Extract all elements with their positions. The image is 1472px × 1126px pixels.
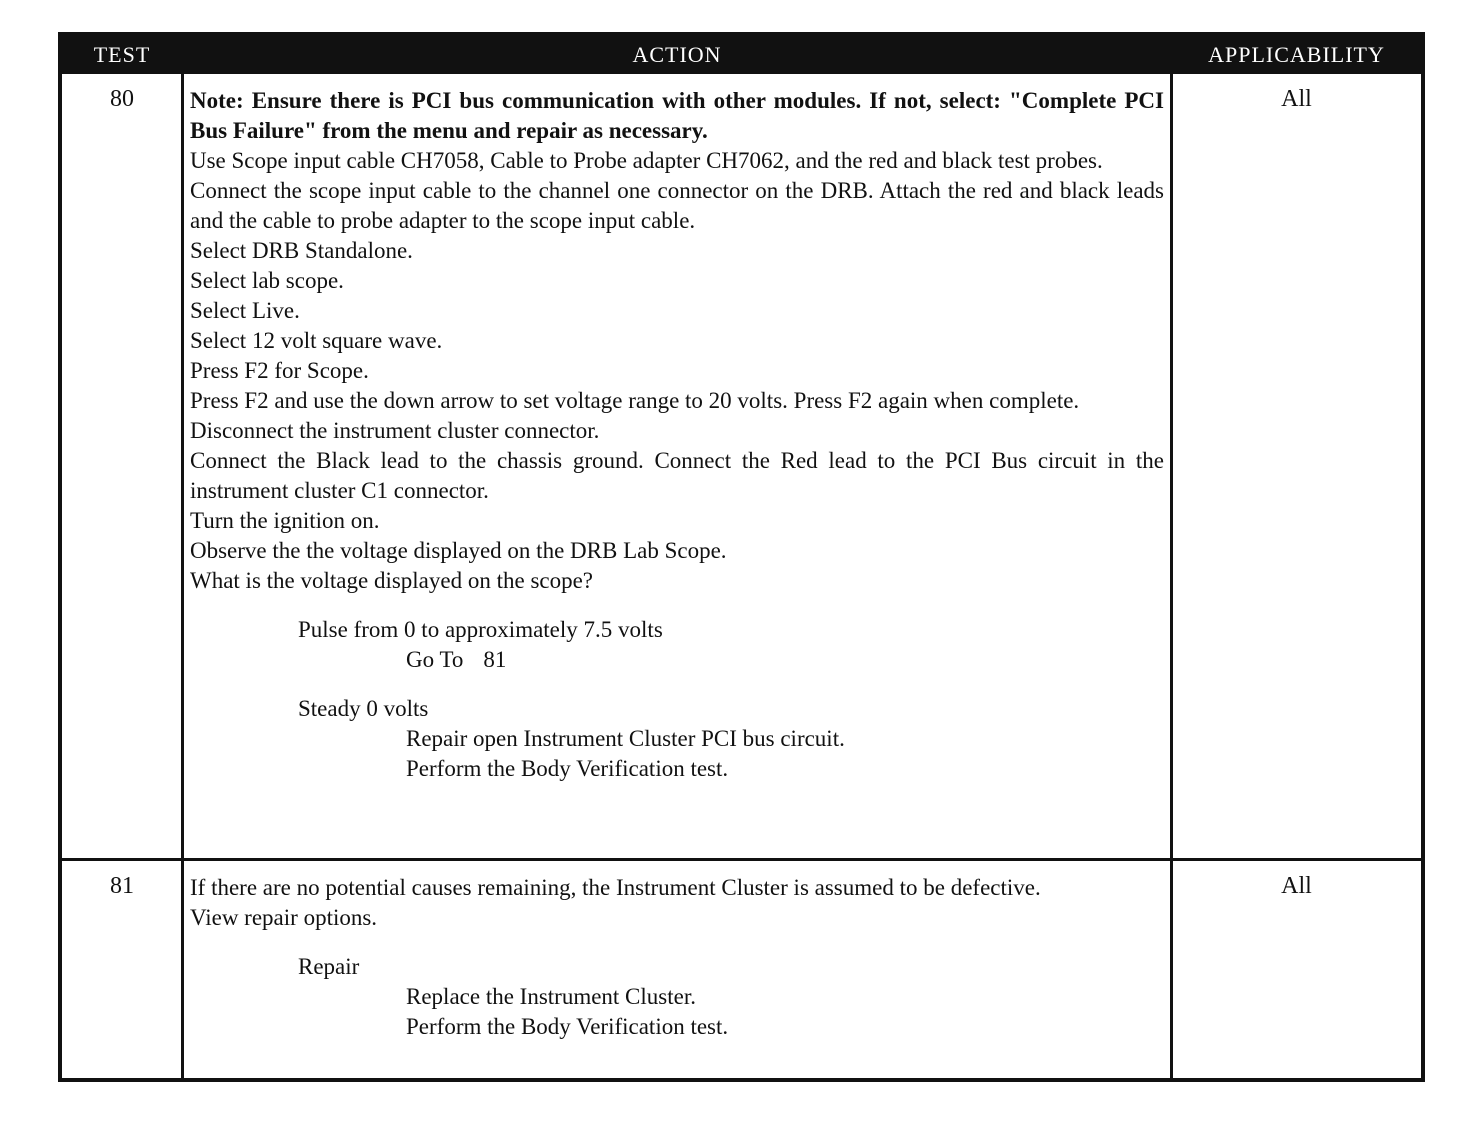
branch-result: [190, 724, 1164, 784]
branch-result: [190, 645, 1164, 675]
action-cell: [190, 86, 1164, 784]
action-step: Observe the the voltage displayed on the DRB Lab Scope.: [190, 538, 727, 563]
applicability-value: All: [1281, 873, 1312, 899]
result-line: Replace the Instrument Cluster.: [406, 984, 696, 1009]
table-row-test-81: [62, 861, 1421, 1078]
result-line: Perform the Body Verification test.: [406, 756, 729, 781]
header-applicability: APPLICABILITY: [1208, 42, 1385, 67]
branch-result: [190, 982, 1164, 1042]
action-step: What is the voltage displayed on the scope?: [190, 568, 594, 593]
action-step: Connect the Black lead to the chassis ground. Connect the Red lead to the PCI Bus circuit in the instrument cluster C1 connector.: [190, 448, 1164, 503]
goto-label: Go To: [406, 647, 464, 672]
header-action: ACTION: [632, 42, 722, 67]
result-line: Repair open Instrument Cluster PCI bus circuit.: [406, 726, 845, 751]
action-step: Connect the scope input cable to the channel one connector on the DRB. Attach the red and black leads and the cable to probe adapter to the scope input cable.: [190, 178, 1164, 233]
diagnostic-test-table: [58, 32, 1425, 1082]
table-row-test-80: [62, 74, 1421, 858]
table-header: [62, 36, 1421, 74]
goto-value: 81: [483, 647, 507, 672]
action-step: Select lab scope.: [190, 268, 344, 293]
action-step: Disconnect the instrument cluster connector.: [190, 418, 600, 443]
applicability-value: All: [1281, 86, 1312, 112]
action-step: Use Scope input cable CH7058, Cable to Probe adapter CH7062, and the red and black test probes.: [190, 148, 1103, 173]
test-number: 80: [110, 86, 134, 112]
action-step: Press F2 and use the down arrow to set voltage range to 20 volts. Press F2 again when complete.: [190, 388, 1080, 413]
action-step: View repair options.: [190, 905, 378, 930]
result-line: Perform the Body Verification test.: [406, 1014, 729, 1039]
action-cell: [190, 873, 1164, 1042]
action-step: If there are no potential causes remaining, the Instrument Cluster is assumed to be defective.: [190, 875, 1041, 900]
branch-condition: Steady 0 volts: [298, 696, 429, 721]
action-step: Select DRB Standalone.: [190, 238, 413, 263]
action-step: Turn the ignition on.: [190, 508, 380, 533]
action-step: Select Live.: [190, 298, 300, 323]
header-test: TEST: [93, 42, 151, 67]
branch-condition: Pulse from 0 to approximately 7.5 volts: [298, 617, 663, 642]
test-number: 81: [110, 873, 134, 899]
branch-condition: Repair: [298, 954, 360, 979]
action-step: Press F2 for Scope.: [190, 358, 369, 383]
action-step: Select 12 volt square wave.: [190, 328, 443, 353]
note-text: Note: Ensure there is PCI bus communication with other modules. If not, select: "Complete PCI Bus Failure" from the menu and repair as necessary.: [190, 88, 1164, 143]
